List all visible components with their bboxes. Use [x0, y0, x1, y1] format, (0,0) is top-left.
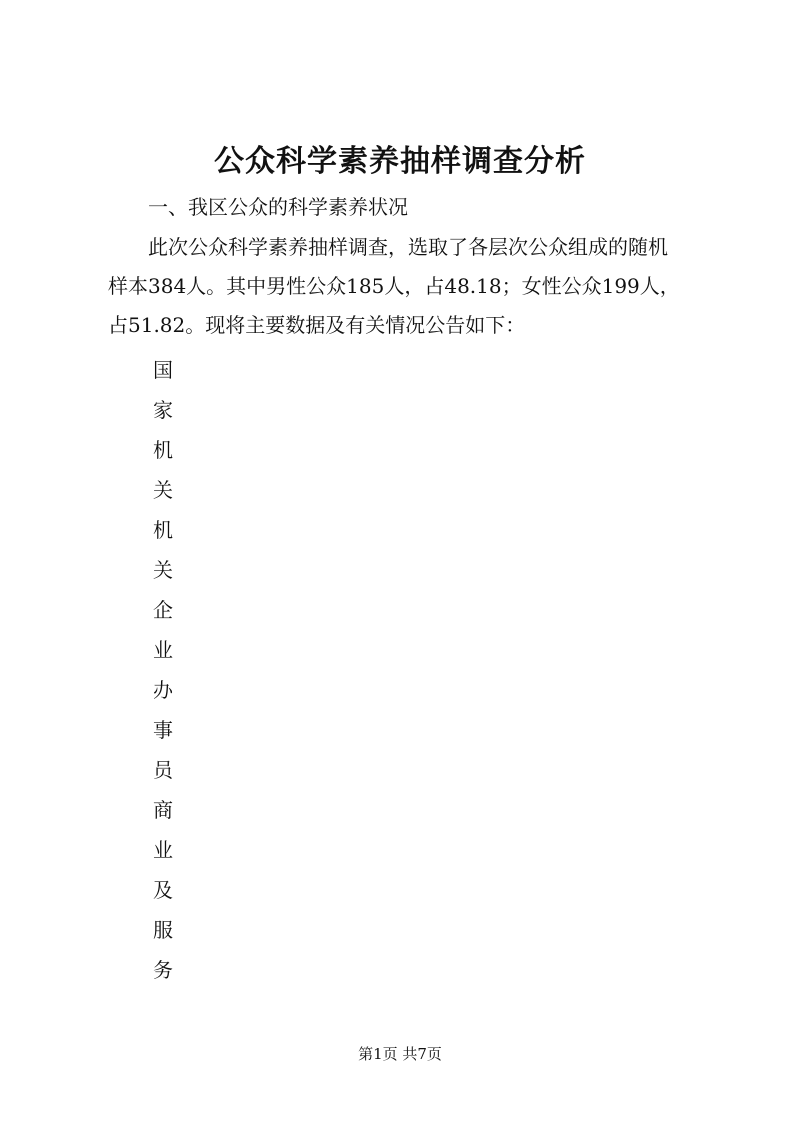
- vertical-char: 务: [153, 958, 173, 982]
- vertical-char: 家: [153, 398, 173, 422]
- paragraph-line: 占51.82。现将主要数据及有关情况公告如下：: [108, 313, 526, 337]
- vertical-char: 业: [153, 638, 173, 662]
- vertical-char: 服: [153, 918, 173, 942]
- vertical-char: 企: [153, 598, 173, 622]
- intro-paragraph: [108, 228, 718, 345]
- vertical-char: 事: [153, 718, 173, 742]
- vertical-char: 商: [153, 798, 173, 822]
- vertical-char: 关: [153, 478, 173, 502]
- section-heading: 一、我区公众的科学素养状况: [148, 195, 408, 219]
- vertical-char: 国: [153, 358, 173, 382]
- paragraph-line: 样本384人。其中男性公众185人，占48.18；女性公众199人，: [108, 274, 680, 298]
- document-title: 公众科学素养抽样调查分析: [214, 144, 586, 179]
- vertical-char: 业: [153, 838, 173, 862]
- paragraph-line: 此次公众科学素养抽样调查，选取了各层次公众组成的随机: [148, 235, 668, 259]
- vertical-char: 员: [153, 758, 173, 782]
- vertical-char: 机: [153, 438, 173, 462]
- vertical-char: 关: [153, 558, 173, 582]
- vertical-char: 办: [153, 678, 173, 702]
- vertical-text-column: [151, 350, 175, 990]
- page-footer: 第1页 共7页: [358, 1045, 442, 1063]
- vertical-char: 机: [153, 518, 173, 542]
- vertical-char: 及: [153, 878, 173, 902]
